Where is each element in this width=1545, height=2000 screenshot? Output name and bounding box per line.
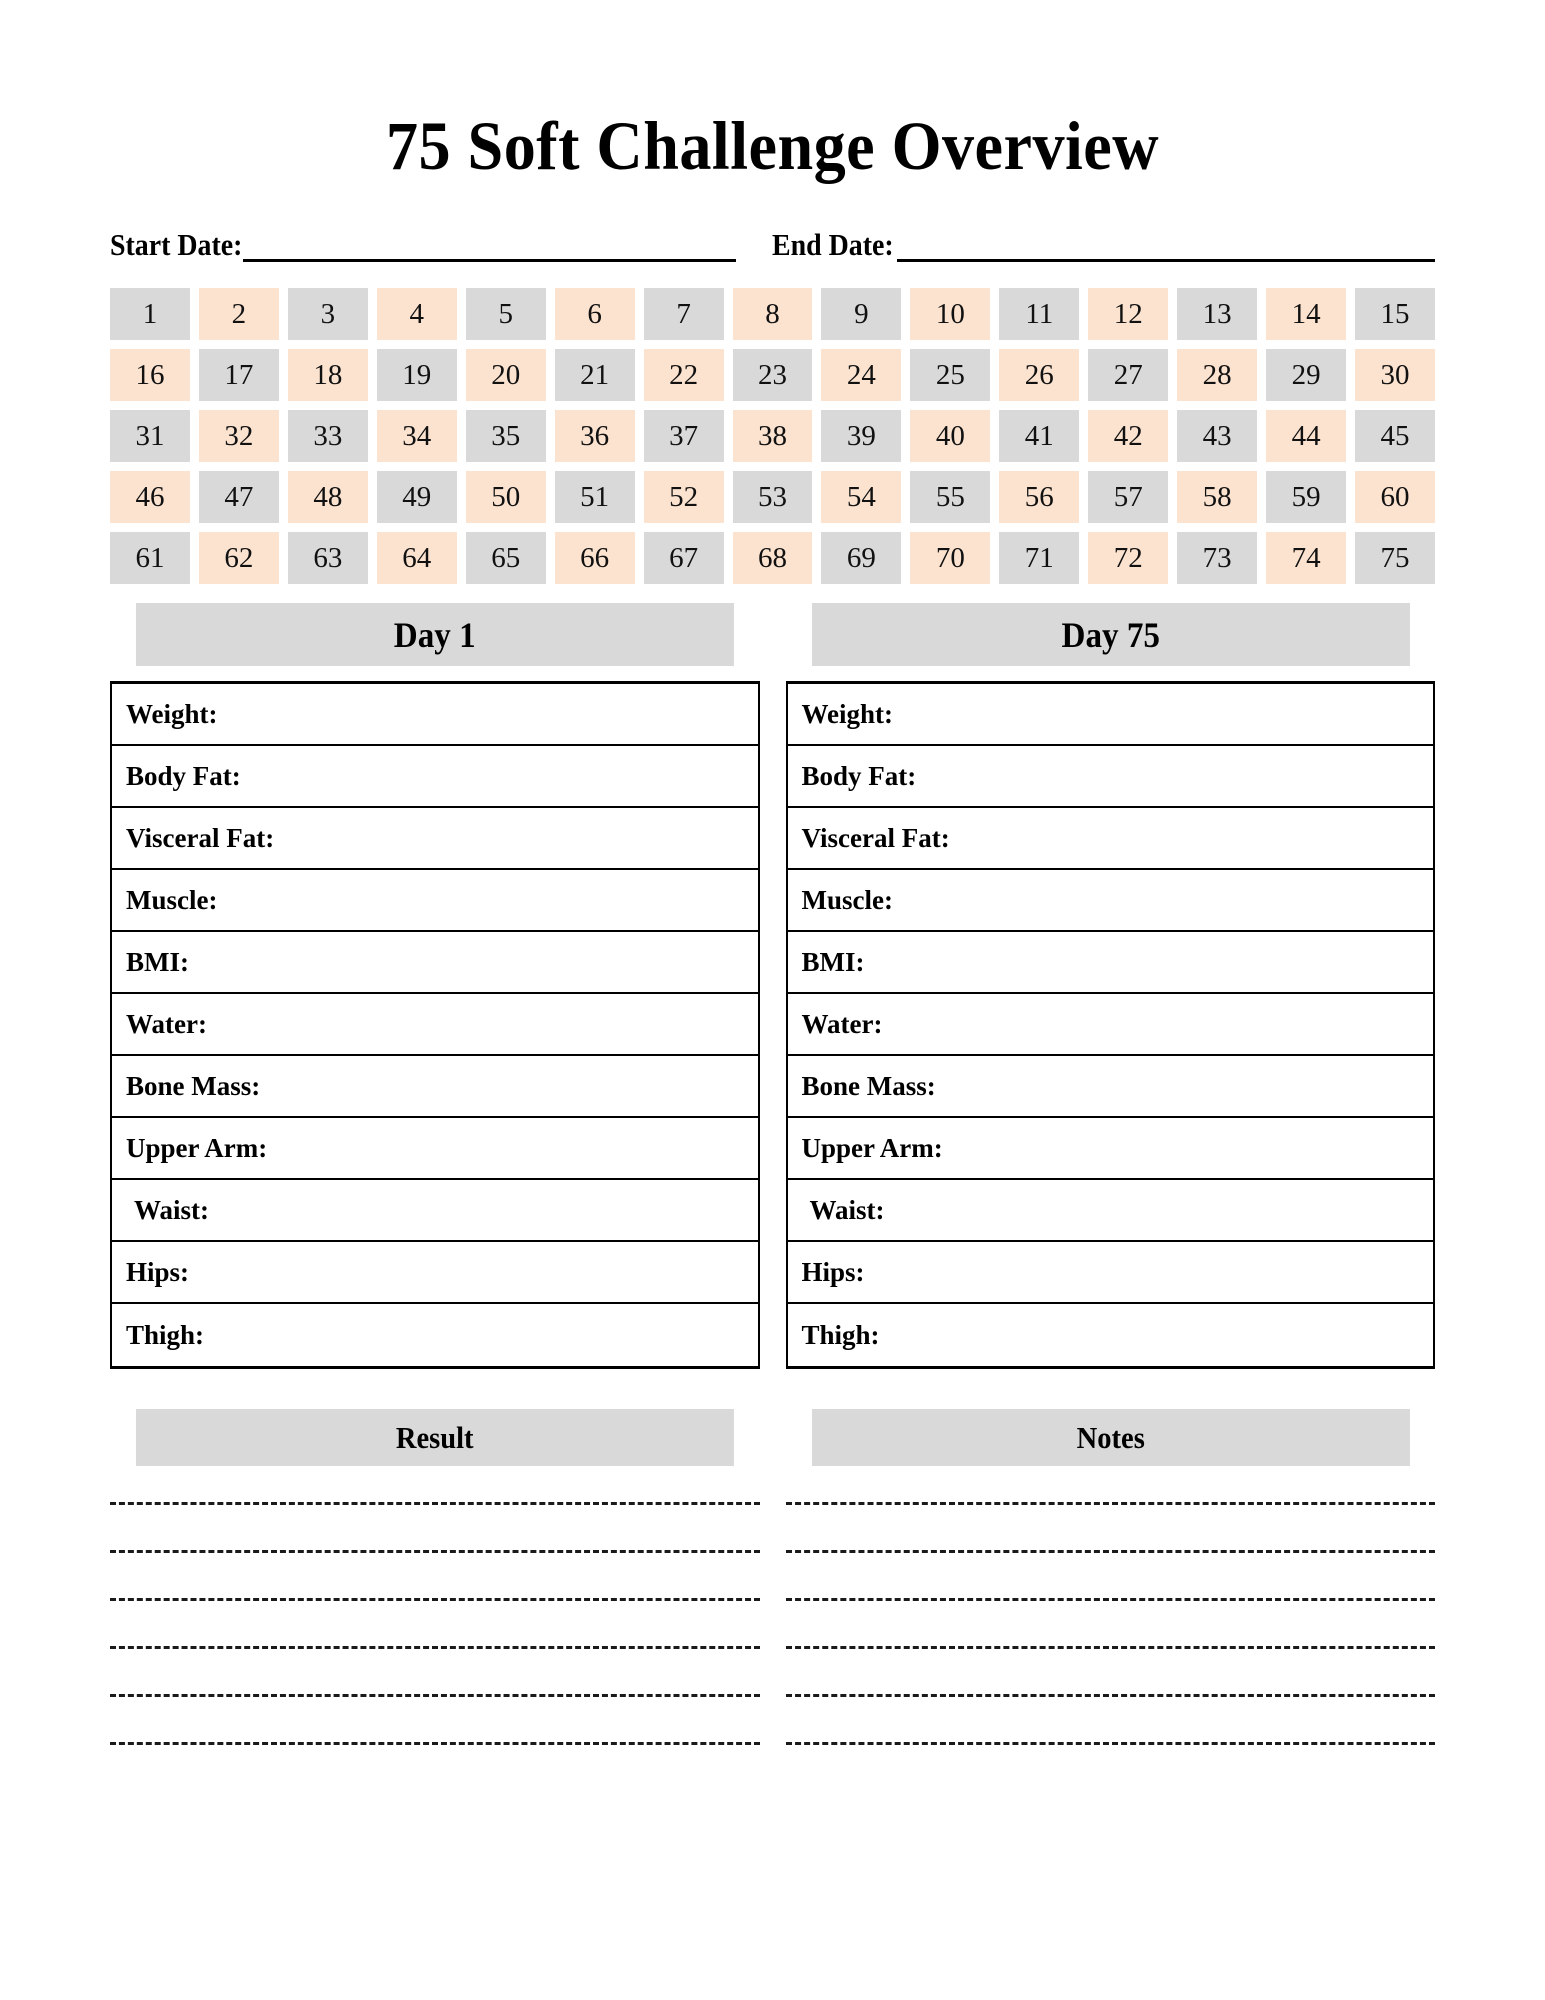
measurement-label: Weight: <box>126 698 218 729</box>
day-cell-7[interactable]: 7 <box>644 288 724 340</box>
measurement-row-day75-visceral-fat[interactable] <box>788 808 1434 870</box>
day-cell-40[interactable]: 40 <box>910 410 990 462</box>
notes-write-line-1[interactable] <box>786 1502 1436 1505</box>
measurement-label: BMI: <box>801 946 865 977</box>
day-cell-69[interactable]: 69 <box>821 532 901 584</box>
day-cell-11[interactable]: 11 <box>999 288 1079 340</box>
measurement-row-day1-upper-arm[interactable] <box>112 1118 758 1180</box>
day-cell-66[interactable]: 66 <box>555 532 635 584</box>
day-cell-74[interactable]: 74 <box>1266 532 1346 584</box>
measurement-label: Hips: <box>801 1256 865 1287</box>
day-cell-18[interactable]: 18 <box>288 349 368 401</box>
result-write-line-1[interactable] <box>110 1502 760 1505</box>
day-cell-35[interactable]: 35 <box>466 410 546 462</box>
measurement-row-day1-weight[interactable] <box>112 684 758 746</box>
day-cell-43[interactable]: 43 <box>1177 410 1257 462</box>
measurement-label: BMI: <box>126 946 189 977</box>
measurement-row-day1-bmi[interactable] <box>112 932 758 994</box>
day-cell-54[interactable]: 54 <box>821 471 901 523</box>
start-date-label: Start Date: <box>110 227 243 262</box>
day-cell-48[interactable]: 48 <box>288 471 368 523</box>
day-cell-31[interactable]: 31 <box>110 410 190 462</box>
measurement-row-day75-hips[interactable] <box>788 1242 1434 1304</box>
day-cell-49[interactable]: 49 <box>377 471 457 523</box>
measurement-label: Water: <box>126 1008 207 1039</box>
day-cell-2[interactable]: 2 <box>199 288 279 340</box>
notes-write-line-3[interactable] <box>786 1598 1436 1601</box>
day1-measurement-table <box>110 681 760 1369</box>
measurement-row-day75-bmi[interactable] <box>788 932 1434 994</box>
measurement-row-day1-thigh[interactable] <box>112 1304 758 1366</box>
day-cell-63[interactable]: 63 <box>288 532 368 584</box>
day-cell-20[interactable]: 20 <box>466 349 546 401</box>
day-cell-65[interactable]: 65 <box>466 532 546 584</box>
day-cell-9[interactable]: 9 <box>821 288 901 340</box>
day-cell-23[interactable]: 23 <box>733 349 813 401</box>
page-title: 75 Soft Challenge Overview <box>385 108 1160 184</box>
day-cell-17[interactable]: 17 <box>199 349 279 401</box>
measurement-row-day1-hips[interactable] <box>112 1242 758 1304</box>
day-cell-51[interactable]: 51 <box>555 471 635 523</box>
day-cell-5[interactable]: 5 <box>466 288 546 340</box>
day-cell-56[interactable]: 56 <box>999 471 1079 523</box>
day-tracker-grid <box>110 288 1435 584</box>
day-cell-42[interactable]: 42 <box>1088 410 1168 462</box>
day-cell-16[interactable]: 16 <box>110 349 190 401</box>
day-cell-68[interactable]: 68 <box>733 532 813 584</box>
day-cell-58[interactable]: 58 <box>1177 471 1257 523</box>
day-cell-53[interactable]: 53 <box>733 471 813 523</box>
day-cell-64[interactable]: 64 <box>377 532 457 584</box>
day-cell-57[interactable]: 57 <box>1088 471 1168 523</box>
day-cell-41[interactable]: 41 <box>999 410 1079 462</box>
day-cell-4[interactable]: 4 <box>377 288 457 340</box>
end-date-input-line[interactable] <box>897 233 1435 262</box>
footer-writing-lines <box>110 1502 1435 1745</box>
day-cell-38[interactable]: 38 <box>733 410 813 462</box>
day75-header: Day 75 <box>811 603 1409 666</box>
day-cell-25[interactable]: 25 <box>910 349 990 401</box>
day-cell-30[interactable]: 30 <box>1355 349 1435 401</box>
end-date-label: End Date: <box>772 227 894 262</box>
day-cell-47[interactable]: 47 <box>199 471 279 523</box>
measurement-row-day1-muscle[interactable] <box>112 870 758 932</box>
day-cell-37[interactable]: 37 <box>644 410 724 462</box>
end-date-group <box>772 229 1435 262</box>
day-cell-13[interactable]: 13 <box>1177 288 1257 340</box>
day-cell-59[interactable]: 59 <box>1266 471 1346 523</box>
day-cell-44[interactable]: 44 <box>1266 410 1346 462</box>
day-cell-3[interactable]: 3 <box>288 288 368 340</box>
day-cell-22[interactable]: 22 <box>644 349 724 401</box>
measurement-label: Upper Arm: <box>126 1132 268 1163</box>
notes-write-line-6[interactable] <box>786 1742 1436 1745</box>
start-date-input-line[interactable] <box>243 233 736 262</box>
day75-measurement-table <box>786 681 1436 1369</box>
measurement-row-day75-bone-mass[interactable] <box>788 1056 1434 1118</box>
measurement-row-day75-weight[interactable] <box>788 684 1434 746</box>
day-cell-52[interactable]: 52 <box>644 471 724 523</box>
day-cell-29[interactable]: 29 <box>1266 349 1346 401</box>
day-cell-24[interactable]: 24 <box>821 349 901 401</box>
measurement-label: Body Fat: <box>801 760 917 791</box>
measurement-label: Visceral Fat: <box>126 822 275 853</box>
notes-write-line-2[interactable] <box>786 1550 1436 1553</box>
day-cell-60[interactable]: 60 <box>1355 471 1435 523</box>
day-cell-39[interactable]: 39 <box>821 410 901 462</box>
measurement-row-day75-body-fat[interactable] <box>788 746 1434 808</box>
measurement-row-day75-thigh[interactable] <box>788 1304 1434 1366</box>
measurement-label: Muscle: <box>801 884 893 915</box>
day-cell-62[interactable]: 62 <box>199 532 279 584</box>
measurement-label: Weight: <box>801 698 893 729</box>
day-cell-6[interactable]: 6 <box>555 288 635 340</box>
day-cell-21[interactable]: 21 <box>555 349 635 401</box>
day-cell-34[interactable]: 34 <box>377 410 457 462</box>
day-cell-12[interactable]: 12 <box>1088 288 1168 340</box>
day-cell-45[interactable]: 45 <box>1355 410 1435 462</box>
notes-lines-column <box>786 1502 1436 1745</box>
result-header: Result <box>136 1409 734 1466</box>
day-cell-70[interactable]: 70 <box>910 532 990 584</box>
measurement-label: Thigh: <box>126 1319 205 1350</box>
measurement-row-day1-visceral-fat[interactable] <box>112 808 758 870</box>
day-cell-71[interactable]: 71 <box>999 532 1079 584</box>
measurement-row-day1-body-fat[interactable] <box>112 746 758 808</box>
day-cell-36[interactable]: 36 <box>555 410 635 462</box>
measurement-label: Hips: <box>126 1256 190 1287</box>
measurement-label: Body Fat: <box>126 760 241 791</box>
day-cell-10[interactable]: 10 <box>910 288 990 340</box>
result-write-line-4[interactable] <box>110 1646 760 1649</box>
measurement-row-day75-water[interactable] <box>788 994 1434 1056</box>
day-cell-67[interactable]: 67 <box>644 532 724 584</box>
measurement-row-day1-bone-mass[interactable] <box>112 1056 758 1118</box>
day-cell-46[interactable]: 46 <box>110 471 190 523</box>
day-cell-8[interactable]: 8 <box>733 288 813 340</box>
day-cell-19[interactable]: 19 <box>377 349 457 401</box>
measurements-section <box>110 603 1435 1369</box>
result-write-line-2[interactable] <box>110 1550 760 1553</box>
day-cell-1[interactable]: 1 <box>110 288 190 340</box>
measurement-label: Waist: <box>134 1194 210 1225</box>
measurement-column-day75 <box>786 603 1436 1369</box>
day-cell-14[interactable]: 14 <box>1266 288 1346 340</box>
day-cell-55[interactable]: 55 <box>910 471 990 523</box>
measurement-label: Visceral Fat: <box>801 822 950 853</box>
measurement-row-day75-muscle[interactable] <box>788 870 1434 932</box>
result-write-line-6[interactable] <box>110 1742 760 1745</box>
day-cell-15[interactable]: 15 <box>1355 288 1435 340</box>
measurement-row-day1-water[interactable] <box>112 994 758 1056</box>
measurement-label: Bone Mass: <box>126 1070 261 1101</box>
footer-headers <box>110 1409 1435 1466</box>
measurement-label: Upper Arm: <box>801 1132 943 1163</box>
date-fields-row <box>110 229 1435 262</box>
result-write-line-3[interactable] <box>110 1598 760 1601</box>
day-cell-73[interactable]: 73 <box>1177 532 1257 584</box>
measurement-column-day1 <box>110 603 760 1369</box>
day-cell-27[interactable]: 27 <box>1088 349 1168 401</box>
measurement-label: Muscle: <box>126 884 218 915</box>
measurement-label: Water: <box>801 1008 883 1039</box>
measurement-row-day75-waist[interactable] <box>788 1180 1434 1242</box>
day-cell-50[interactable]: 50 <box>466 471 546 523</box>
start-date-group <box>110 229 772 262</box>
day-cell-32[interactable]: 32 <box>199 410 279 462</box>
result-lines-column <box>110 1502 760 1745</box>
notes-header: Notes <box>811 1409 1409 1466</box>
day-cell-75[interactable]: 75 <box>1355 532 1435 584</box>
day1-header: Day 1 <box>136 603 734 666</box>
measurement-label: Bone Mass: <box>801 1070 936 1101</box>
day-cell-28[interactable]: 28 <box>1177 349 1257 401</box>
notes-write-line-5[interactable] <box>786 1694 1436 1697</box>
notes-write-line-4[interactable] <box>786 1646 1436 1649</box>
day-cell-72[interactable]: 72 <box>1088 532 1168 584</box>
result-write-line-5[interactable] <box>110 1694 760 1697</box>
measurement-row-day75-upper-arm[interactable] <box>788 1118 1434 1180</box>
measurement-row-day1-waist[interactable] <box>112 1180 758 1242</box>
measurement-label: Thigh: <box>801 1319 880 1350</box>
day-cell-61[interactable]: 61 <box>110 532 190 584</box>
measurement-label: Waist: <box>809 1194 885 1225</box>
day-cell-26[interactable]: 26 <box>999 349 1079 401</box>
day-cell-33[interactable]: 33 <box>288 410 368 462</box>
